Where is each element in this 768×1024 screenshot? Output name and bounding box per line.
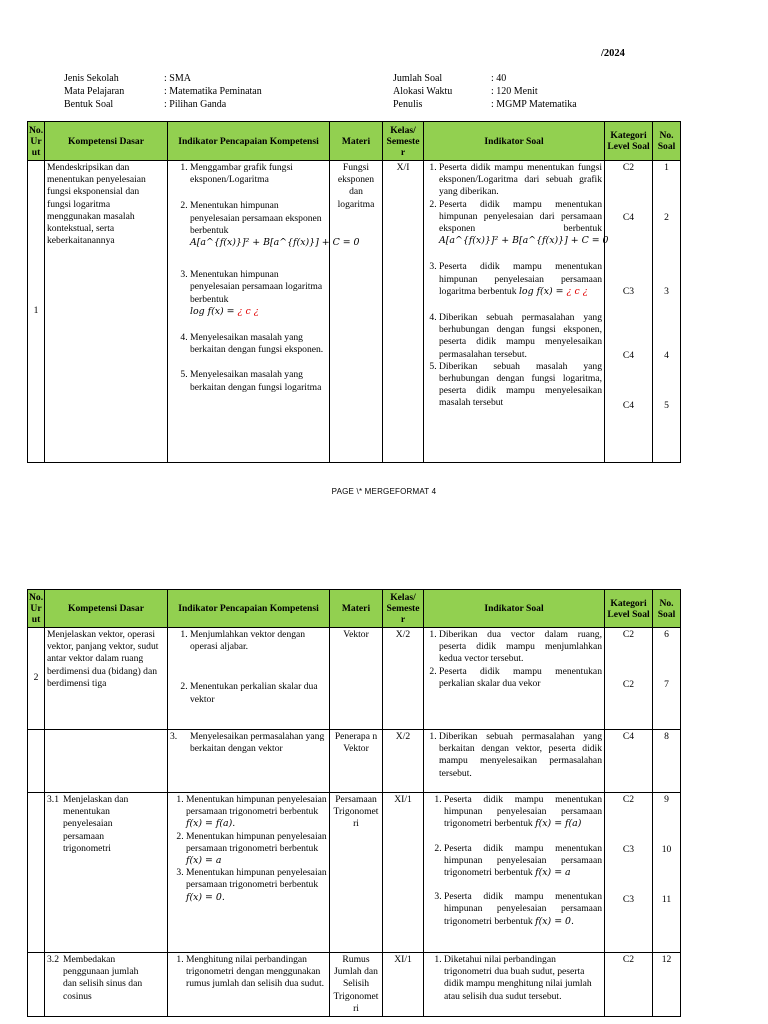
nosoal-value: 8 — [653, 730, 681, 793]
meta-label: Jumlah Soal — [393, 73, 443, 84]
kategori-value: C4 — [622, 349, 635, 361]
materi: Penerapa n Vektor — [330, 730, 383, 793]
kompetensi-dasar — [45, 793, 168, 953]
page-footer-field: PAGE \* MERGEFORMAT 4 — [331, 487, 437, 496]
meta-row-school-type — [64, 72, 262, 85]
indikator-soal-cell — [424, 628, 605, 730]
col-header-ipk: Indikator Pencapaian Kompetensi — [168, 122, 330, 161]
col-header-is: Indikator Soal — [424, 122, 605, 161]
kategori-value: C3 — [622, 844, 635, 856]
trig-equation: f(x) = a — [535, 867, 571, 879]
materi: Rumus Jumlah dan Selisih Trigonomet ri — [330, 953, 383, 1017]
ipk-item — [190, 332, 327, 356]
kd-number: 3.1 — [47, 794, 59, 805]
indikator-soal-item: 2. Peserta didik mampu menentukan himpunan penyelesaian persamaan trigonometri berbentuk f(x) = a — [444, 843, 602, 880]
kategori-cell — [605, 628, 653, 730]
kelas-semester: X/I — [383, 161, 424, 463]
kelas-semester: XI/1 — [383, 793, 424, 953]
ipk-text: Menyelesaikan masalah yang berkaitan dengan fungsi eksponen. — [190, 332, 324, 356]
nosoal-value: 3 — [664, 286, 669, 298]
ipk-text: Menggambar grafik fungsi eksponen/Logaritma — [190, 162, 293, 186]
meta-row-question-form — [64, 98, 262, 111]
nosoal-value: 1 — [664, 162, 669, 173]
ipk-item — [190, 369, 327, 393]
table-row — [28, 793, 681, 953]
kd-text: Menjelaskan dan menentukan penyelesaian persamaan trigonometri — [63, 794, 129, 854]
kategori-value: C4 — [605, 730, 653, 793]
meta-row-time-allocation — [393, 85, 577, 98]
ipk-item: 3. Menentukan himpunan penyelesaian persamaan trigonometri berbentuk f(x) = 0. — [186, 867, 327, 904]
grid-table-2 — [27, 589, 681, 1017]
meta-row-question-count — [393, 72, 577, 85]
col-header-kd: Kompetensi Dasar — [45, 590, 168, 628]
ipk-item — [190, 200, 360, 249]
col-header-ipk: Indikator Pencapaian Kompetensi — [168, 590, 330, 628]
col-header-kelas: Kelas/ Semeste r — [383, 590, 424, 628]
kategori-value: C2 — [622, 162, 635, 173]
table-row — [28, 628, 681, 730]
col-header-materi: Materi — [330, 122, 383, 161]
nosoal-cell — [653, 161, 681, 463]
col-header-no: No. Ur ut — [28, 590, 45, 628]
col-header-is: Indikator Soal — [424, 590, 605, 628]
table-row — [28, 953, 681, 1017]
col-header-nosoal: No. Soal — [653, 590, 681, 628]
kompetensi-dasar — [45, 953, 168, 1017]
row-number — [28, 953, 45, 1017]
col-header-kd: Kompetensi Dasar — [45, 122, 168, 161]
ipk-item — [190, 162, 327, 186]
materi: Fungsi eksponen dan logaritma — [330, 161, 383, 463]
indikator-soal-cell — [424, 793, 605, 953]
nosoal-value: 11 — [661, 894, 672, 906]
row-number — [28, 793, 45, 953]
meta-value: : MGMP Matematika — [491, 99, 577, 110]
table-header-row — [28, 122, 681, 161]
ipk-number: 3. — [170, 731, 178, 742]
ipk-cell — [168, 628, 330, 730]
ipk-text: Menentukan himpunan penyelesaian persamaan eksponen berbentuk — [190, 200, 322, 236]
ipk-text: Menentukan himpunan penyelesaian persamaan logaritma berbentuk — [190, 269, 323, 305]
nosoal-value: 7 — [664, 679, 669, 691]
indikator-soal-item: 2. Peserta didik mampu menentukan himpunan penyelesaian dari persamaan eksponen berbentuk A[a^{f(x)}]² + B[a^{f(x)}] + C = 0 — [439, 199, 602, 248]
kategori-cell — [605, 161, 653, 463]
indikator-soal-item: 1. Peserta didik mampu menentukan fungsi eksponen/Logaritma dari sebuah grafik yang diberikan. — [439, 162, 602, 199]
kategori-value: C3 — [622, 286, 635, 298]
trig-equation: f(x) = a — [186, 855, 222, 867]
exponent-equation: A[a^{f(x)}]² + B[a^{f(x)}] + C = 0 — [439, 235, 609, 247]
trig-equation: f(x) = 0. — [535, 915, 574, 927]
kompetensi-dasar: Menjelaskan vektor, operasi vektor, panjang vektor, sudut antar vektor dalam ruang berdimensi dua (bidang) dan berdimensi tiga — [45, 628, 168, 730]
meta-label: Alokasi Waktu — [393, 86, 453, 97]
ipk-text: Menyelesaikan masalah yang berkaitan dengan fungsi logaritma — [190, 369, 322, 393]
meta-row-author — [393, 98, 577, 111]
col-header-kelas: Kelas/ Semeste r — [383, 122, 424, 161]
ipk-item — [190, 269, 327, 318]
meta-value: : Matematika Peminatan — [164, 86, 262, 97]
indikator-soal-item: 2. Peserta didik mampu menentukan perkalian skalar dua vekor — [439, 666, 602, 690]
indikator-soal-item: 1. Peserta didik mampu menentukan himpunan penyelesaian persamaan trigonometri berbentuk f(x) = f(a) — [444, 794, 602, 831]
ipk-cell — [168, 793, 330, 953]
trig-equation: f(x) = f(a) — [535, 818, 582, 830]
meta-value: : 120 Menit — [491, 86, 538, 97]
indikator-soal-cell — [424, 953, 605, 1017]
ipk-cell — [168, 953, 330, 1017]
kategori-value: C3 — [622, 894, 635, 906]
indikator-soal-cell — [424, 730, 605, 793]
table-header-row — [28, 590, 681, 628]
meta-left — [64, 72, 262, 111]
materi: Persamaan Trigonomet ri — [330, 793, 383, 953]
ipk-item: 1. Menentukan himpunan penyelesaian persamaan trigonometri berbentuk f(x) = f(a). — [186, 794, 327, 831]
col-header-kategori: Kategori Level Soal — [605, 590, 653, 628]
kategori-value: C2 — [605, 953, 653, 1017]
indikator-soal-item: 5. Diberikan sebuah masalah yang berhubungan dengan fungsi logaritma, peserta didik mampu menyelesaikan masalah tersebut — [439, 361, 602, 410]
nosoal-value: 6 — [664, 629, 669, 640]
nosoal-value: 10 — [661, 844, 672, 856]
nosoal-value: 12 — [653, 953, 681, 1017]
ipk-item: 2. Menentukan himpunan penyelesaian persamaan trigonometri berbentuk f(x) = a — [186, 831, 327, 868]
col-header-nosoal: No. Soal — [653, 122, 681, 161]
col-header-materi: Materi — [330, 590, 383, 628]
indikator-soal-cell — [424, 161, 609, 463]
kelas-semester: XI/1 — [383, 953, 424, 1017]
nosoal-value: 5 — [664, 399, 669, 411]
ipk-cell — [168, 730, 330, 793]
row-number: 1 — [28, 161, 45, 463]
nosoal-value: 2 — [664, 212, 669, 224]
indikator-soal-item: 3. Peserta didik mampu menentukan himpunan penyelesaian persamaan logaritma berbentuk log f(x) = ¿ c ¿ — [439, 261, 602, 298]
ipk-item: 1. Menghitung nilai perbandingan trigonometri dengan menggunakan rumus jumlah dan selisih dua sudut. — [186, 954, 327, 991]
kategori-value: C4 — [622, 399, 635, 411]
col-header-kategori: Kategori Level Soal — [605, 122, 653, 161]
indikator-soal-item: 1. Diketahui nilai perbandingan trigonometri dua buah sudut, peserta didik mampu menghitung nilai jumlah atau selisih dua sudut tersebut. — [444, 954, 602, 1003]
indikator-soal-item: 4. Diberikan sebuah permasalahan yang berhubungan dengan fungsi eksponen, peserta didik mampu menyelesaikan permasalahan tersebut. — [439, 312, 602, 361]
meta-label: Mata Pelajaran — [64, 86, 125, 97]
kompetensi-dasar — [45, 730, 168, 793]
nosoal-cell — [653, 628, 681, 730]
table-row — [28, 161, 681, 463]
indikator-soal-item: 1. Diberikan dua vector dalam ruang, peserta didik mampu menjumlahkan kedua vector tersebut. — [439, 629, 602, 666]
meta-label: Bentuk Soal — [64, 99, 114, 110]
nosoal-value: 9 — [664, 794, 669, 805]
meta-value: : SMA — [164, 73, 191, 84]
grid-table-1 — [27, 121, 681, 463]
kategori-cell — [605, 793, 653, 953]
meta-row-subject — [64, 85, 262, 98]
ipk-item: 1. Menjumlahkan vektor dengan operasi aljabar. — [190, 629, 327, 653]
meta-value: : 40 — [491, 73, 507, 84]
exponent-equation: A[a^{f(x)}]² + B[a^{f(x)}] + C = 0 — [190, 237, 360, 249]
document-year: /2024 — [601, 48, 625, 59]
ipk-text: Menyelesaikan permasalahan yang berkaitan dengan vektor — [190, 731, 325, 755]
meta-label: Penulis — [393, 99, 423, 110]
kategori-value: C2 — [622, 794, 635, 805]
indikator-soal-item: 1. Diberikan sebuah permasalahan yang berkaitan dengan vektor, peserta didik mampu menyelesaikan permasalahan tersebut. — [439, 731, 602, 780]
nosoal-cell — [653, 793, 681, 953]
log-equation: log f(x) = ¿ c ¿ — [518, 285, 588, 297]
meta-value: : Pilihan Ganda — [164, 99, 227, 110]
indikator-soal-item: 3. Peserta didik mampu menentukan himpunan penyelesaian persamaan trigonometri berbentuk f(x) = 0. — [444, 891, 602, 928]
kategori-value: C2 — [622, 679, 635, 691]
trig-equation: f(x) = f(a). — [186, 818, 236, 830]
kategori-value: C4 — [622, 212, 635, 224]
row-number — [28, 730, 45, 793]
col-header-no: No. Ur ut — [28, 122, 45, 161]
kd-text: Membedakan penggunaan jumlah dan selisih sinus dan cosinus — [63, 954, 143, 1002]
kelas-semester: X/2 — [383, 628, 424, 730]
meta-label: Jenis Sekolah — [64, 73, 119, 84]
table-row — [28, 730, 681, 793]
kategori-value: C2 — [622, 629, 635, 640]
trig-equation: f(x) = 0. — [186, 891, 225, 903]
ipk-item: 2. Menentukan perkalian skalar dua vektor — [190, 681, 327, 705]
kd-number: 3.2 — [47, 954, 59, 965]
kelas-semester: X/2 — [383, 730, 424, 793]
kompetensi-dasar: Mendeskripsikan dan menentukan penyelesaian fungsi eksponensial dan fungsi logaritma menggunakan masalah kontekstual, serta keberkaitanannya — [45, 161, 168, 463]
log-equation: log f(x) = ¿ c ¿ — [190, 305, 259, 317]
materi: Vektor — [330, 628, 383, 730]
meta-right — [393, 72, 577, 111]
row-number: 2 — [28, 628, 45, 730]
nosoal-value: 4 — [664, 349, 669, 361]
